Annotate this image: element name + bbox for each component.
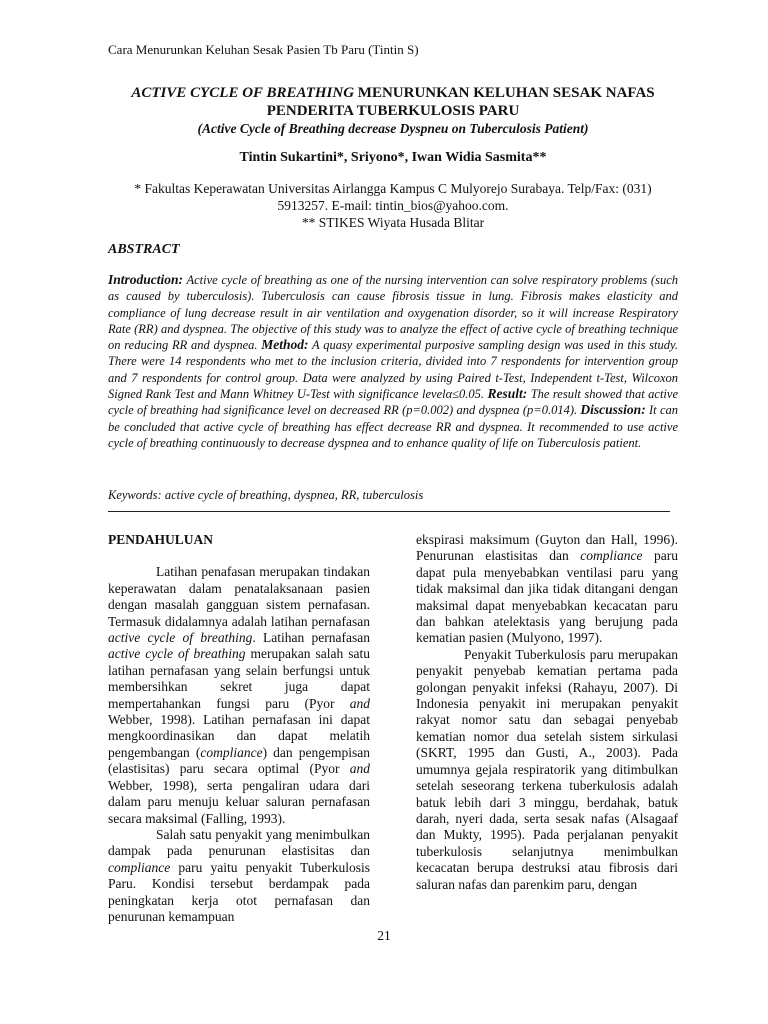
affiliation — [100, 180, 686, 231]
left-column — [108, 532, 370, 925]
title-rest: MENURUNKAN KELUHAN SESAK NAFAS — [354, 85, 655, 101]
page-number: 21 — [377, 928, 391, 943]
paragraph: Salah satu penyakit yang menimbulkan dampak pada penurunan elastisitas dan compliance paru yaitu penyakit Tuberkulosis Paru. Kondisi tersebut berdampak pada peningkatan kerja otot pernafasan dan penurunan kemampuan — [108, 826, 370, 924]
abstract-body — [108, 272, 678, 451]
affiliation-line1: * Fakultas Keperawatan Universitas Airlangga Kampus C Mulyorejo Surabaya. Telp/Fax: (031) — [134, 181, 652, 196]
title-block — [100, 84, 686, 138]
right-column — [416, 532, 678, 893]
method-text: A quasy experimental purposive sampling design was used in this study. There were 14 respondents who met to the inclusion criteria, divided into 7 respondents for intervention group and 7 respondents for control group. Data were analyzed by using Paired t-Test, Independent t-Test, Wilcoxon Signed Rank Test and Mann Whitney U-Test with significance levelα≤0.05. — [108, 338, 679, 402]
paragraph: Penyakit Tuberkulosis paru merupakan penyakit penyebab kematian pertama pada golongan penyakit infeksi (Rahayu, 2007). Di Indonesia penyakit ini merupakan penyakit rakyat nomor satu dan sebagai penyebab kematian nomor dua setelah sistem sirkulasi (SKRT, 1995 dan Gusti, A., 2003). Pada umumnya gejala respiratorik yang ditimbulkan setelah seseorang terkena tuberkulosis adalah batuk lebih dari 3 minggu, berdahak, batuk darah, nyeri dada, serta sesak nafas (Alsagaaf dan Mukty, 1995). Pada perjalanan penyakit tuberkulosis selanjutnya menimbulkan kecacatan berupa destruksi atau fibrosis dari saluran nafas dan parenkim paru, dengan — [416, 646, 678, 892]
english-title: (Active Cycle of Breathing decrease Dyspneu on Tuberculosis Patient) — [197, 121, 589, 136]
discussion-text: It can be concluded that active cycle of breathing has effect decrease RR and dyspnea. It recommended to use active cycle of breathing continuously to decrease dyspnea and to enhance quality of life on Tuberculosis patient. — [108, 403, 678, 450]
separator-rule — [108, 511, 670, 512]
result-text: The result showed that active cycle of breathing had significance level on decreased RR (p=0.002) and dyspnea (p=0.014). — [108, 387, 678, 418]
affiliation-line3: ** STIKES Wiyata Husada Blitar — [301, 215, 485, 230]
abstract-heading: ABSTRACT — [108, 242, 180, 257]
paragraph: Latihan penafasan merupakan tindakan keperawatan dalam penatalaksanaan pasien dengan masalah gangguan sistem pernafasan. Termasuk didalamnya adalah latihan pernafasan active cycle of breathing. Latihan pernafasan active cycle of breathing merupakan salah satu latihan pernafasan yang selain berfungsi untuk membersihkan sekret juga dapat mempertahankan fungsi paru (Pyor and Webber, 1998). Latihan pernafasan ini dapat mengkoordinasikan dan dapat melatih pengembangan (compliance) dan pengempisan (elastisitas) paru secara optimal (Pyor and Webber, 1998), serta pengaliran udara dari dalam paru menuju keluar saluran pernafasan secara maksimal (Falling, 1993). — [108, 564, 370, 826]
keywords: Keywords: active cycle of breathing, dyspnea, RR, tuberculosis — [108, 488, 424, 502]
affiliation-line2: 5913257. E-mail: tintin_bios@yahoo.com. — [277, 198, 509, 213]
paper-title-line2: PENDERITA TUBERKULOSIS PARU — [266, 103, 520, 119]
title-italic-part: ACTIVE CYCLE OF BREATHING — [131, 85, 355, 101]
section-heading: PENDAHULUAN — [108, 532, 214, 547]
running-head: Cara Menurunkan Keluhan Sesak Pasien Tb Paru (Tintin S) — [108, 42, 419, 57]
paragraph: ekspirasi maksimum (Guyton dan Hall, 1996). Penurunan elastisitas dan compliance paru dapat pula menyebabkan ventilasi paru yang tidak maksimal dan jika tidak ditangani dengan maksimal dapat menyebabkan kecacatan paru dan bahkan atelektasis yang berujung pada kematian pasien (Mulyono, 1997). — [416, 532, 678, 646]
authors: Tintin Sukartini*, Sriyono*, Iwan Widia Sasmita** — [239, 150, 547, 165]
method-label: Method: — [261, 337, 309, 353]
result-label: Result: — [487, 386, 528, 402]
intro-text: Active cycle of breathing as one of the nursing intervention can solve respiratory problems (such as caused by tuberculosis). Tuberculosis can cause fibrosis tissue in lung. Fibrosis makes elasticity and compliance of lung decrease result in air ventilation and oxygenation disorder, so it will increase Respiratory Rate (RR) and dyspnea. The objective of this study was to analyze the effect of active cycle of breathing technique on reducing RR and dyspnea. — [108, 273, 678, 353]
discussion-label: Discussion: — [580, 402, 646, 418]
paper-title — [100, 84, 686, 102]
intro-label: Introduction: — [108, 272, 184, 287]
